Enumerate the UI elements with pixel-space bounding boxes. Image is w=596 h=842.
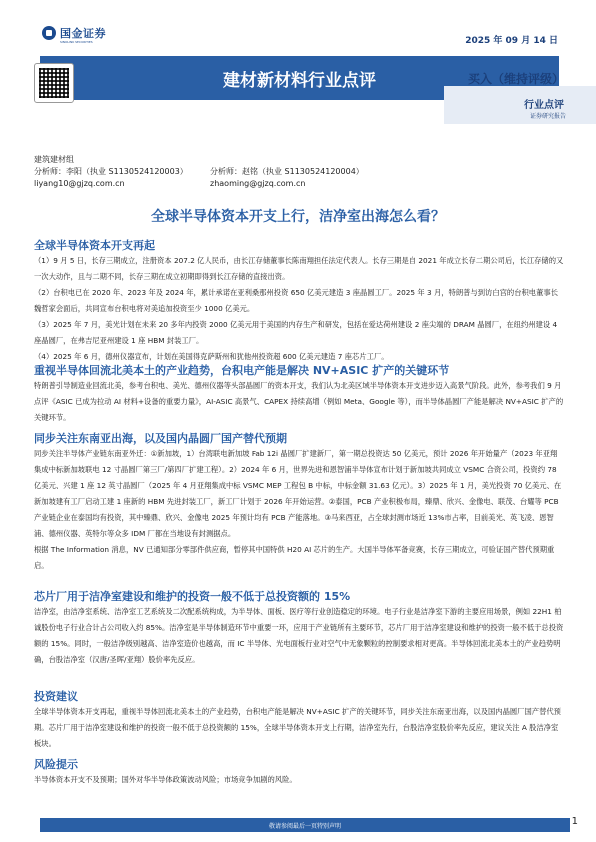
logo-subtext: SINOLINK SECURITIES <box>60 40 93 44</box>
section-body <box>34 704 564 752</box>
section-body <box>34 253 564 365</box>
paragraph: （4）2025 年 6 月，德州仪器宣布，计划在美国得克萨斯州和犹他州投资超 600 亿美元建造 7 座芯片工厂。 <box>34 352 389 361</box>
paragraph: （3）2025 年 7 月，美光计划在未来 20 多年内投资 2000 亿美元用于美国的内存生产和研发，包括在爱达荷州建设 2 座尖端的 DRAM 晶圆厂，在纽约州建设 4 座晶圆厂，在弗吉尼亚州建设 1 座 HBM 封装工厂。 <box>34 320 558 345</box>
report-date: 2025 年 09 月 14 日 <box>465 36 558 46</box>
section-heading: 全球半导体资本开支再起 <box>34 239 155 252</box>
paragraph: 根据 The Information 消息，NV 已通知部分零部件供应商，暂停其中国特供 H20 AI 芯片的生产。大国半导体军备竞赛，长存三期成立，可验证国产替代预期重启。 <box>34 545 555 570</box>
paragraph: 特朗普引导制造业回流北美，参考台积电、美光、德州仪器等头部晶圆厂的资本开支，我们认为北美区域半导体资本开支进步迈入高景气阶段。此外，参考我们 9 月点评《ASIC 已成为拉动 AI 材料+设备的重要力量》，AI-ASIC 高景气、CAPEX 持续高增（例如 Meta、Google 等），而半导体晶圆厂产能是解决 NV+ASIC 扩产的关键环节。 <box>34 381 564 422</box>
report-type: 行业点评 <box>524 100 564 111</box>
side-panel <box>444 86 596 124</box>
section-body <box>34 604 564 668</box>
paragraph: （2）台积电已在 2020 年、2023 年及 2024 年，累计承诺在亚利桑那州投资 650 亿美元建造 3 座晶圆工厂。2025 年 3 月，特朗普与到访白宫的台积电董事长魏哲家会面后，共同宣布台积电将对美追加投资至少 1000 亿美元。 <box>34 288 558 313</box>
analyst-2-name: 分析师：赵铭（执业 S1130524120004） <box>210 167 364 176</box>
paragraph: 全球半导体资本开支再起，重视半导体回流北美本土的产业趋势，台积电产能是解决 NV+ASIC 扩产的关键环节，同步关注东南亚出海，以及国内晶圆厂国产替代预期。芯片厂用于洁净室建设和维护的投资一般不低于总投资额的 15%，全球半导体资本开支上行期，洁净室先行，台股洁净室股价率先反应，建议关注 A 股洁净室板块。 <box>34 707 561 748</box>
logo-text: 国金证券 <box>60 27 106 40</box>
analyst-1-name: 分析师：李阳（执业 S1130524120003） <box>34 167 188 176</box>
main-title: 全球半导体资本开支上行，洁净室出海怎么看？ <box>151 209 445 225</box>
paragraph: （1）9 月 5 日，长存三期成立，注册资本 207.2 亿人民币，由长江存储董事长陈南翔担任法定代表人。长存三期是自 2021 年成立长存二期公司后，长江存储的又一次大动作，且与二期不同，长存三期在成立初期即得到长江存储的直接出资。 <box>34 256 564 281</box>
section-heading: 投资建议 <box>34 690 78 703</box>
section-heading: 同步关注东南亚出海，以及国内晶圆厂国产替代预期 <box>34 432 287 445</box>
report-title: 建材新材料行业点评 <box>223 71 376 91</box>
industry-group: 建筑建材组 <box>34 155 74 164</box>
section-body <box>34 378 564 426</box>
section-heading: 芯片厂用于洁净室建设和维护的投资一般不低于总投资额的 15% <box>34 590 351 603</box>
footer-disclaimer[interactable]: 敬请参阅最后一页特别声明 <box>268 823 341 830</box>
department: 证券研究报告 <box>529 113 566 120</box>
section-body <box>34 772 564 788</box>
section-body <box>34 446 564 574</box>
analyst-1-email[interactable]: liyang10@gjzq.com.cn <box>34 179 125 188</box>
rating: 买入（维持评级） <box>467 72 564 86</box>
page-number: 1 <box>571 816 578 827</box>
logo-icon <box>42 26 56 40</box>
paragraph: 半导体资本开支不及预期；国外对华半导体政策波动风险；市场竞争加剧的风险。 <box>34 775 297 784</box>
paragraph: 洁净室，由洁净室系统、洁净室工艺系统及二次配系统构成，为半导体、面板、医疗等行业创造稳定的环境。电子行业是洁净室下游的主要应用场景，例如 22H1 柏诚股份电子行业合计占公司收入约 85%。洁净室是半导体制造环节中重要一环，应用于产业链所有主要环节，芯片厂用于洁净室建设和维护的投资一般不低于总投资额的 15%。同时，一般洁净级别越高、洁净室造价也越高，而 IC 半导体、光电面板行业对空气中无象颗粒的控制要求相对更高。半导体回流北美本土的产业趋势明确，台股洁净室（汉唐/圣晖/亚翔）股价率先反应。 <box>34 607 564 664</box>
footer-bar <box>40 818 570 832</box>
paragraph: 同步关注半导体产业链东南亚外迁：①新加坡，1）台湾联电新加坡 Fab 12i 晶圆厂扩建新厂，第一期总投资达 50 亿美元，预计 2026 年开始量产（2023 年亚翔集成中标新加坡联电 12 寸晶圆厂第三厂/第四厂扩建工程）。2）2024 年 6 月，世界先进和恩智浦半导体宣布计划于新加坡共同成立 VSMC 合资公司，投资约 78 亿美元、兴建 1 座 12 英寸晶圆厂（2025 年 4 月亚翔集成中标 VSMC MEP 工程包 B 中标，中标金额 31.63 亿元）。3）2025 年 1 月，美光投资 70 亿美元、在新加坡建有工厂启动工建 1 座新的 HBM 先进封装工厂，新工厂计划于 2026 年开始运营。②泰国，PCB 产业积极布局，臻鼎、欣兴、金像电、联茂、台耀等 PCB 产业链企业在泰国均有投资，其中臻鼎、欣兴、金像电 2025 年预计均有 PCB 产能落地。③马来西亚，占全球封测市场近 13%市占率，目前美光、英飞凌、恩智浦、德州仪器、英特尔等众多 IDM 厂都在当地设有封测据点。 <box>34 449 562 538</box>
section-heading: 风险提示 <box>34 758 78 771</box>
qr-code-icon <box>39 68 69 98</box>
qr-code <box>34 63 74 103</box>
section-heading: 重视半导体回流北美本土的产业趋势，台积电产能是解决 NV+ASIC 扩产的关键环节 <box>34 364 450 377</box>
analyst-2-email[interactable]: zhaoming@gjzq.com.cn <box>210 179 306 188</box>
